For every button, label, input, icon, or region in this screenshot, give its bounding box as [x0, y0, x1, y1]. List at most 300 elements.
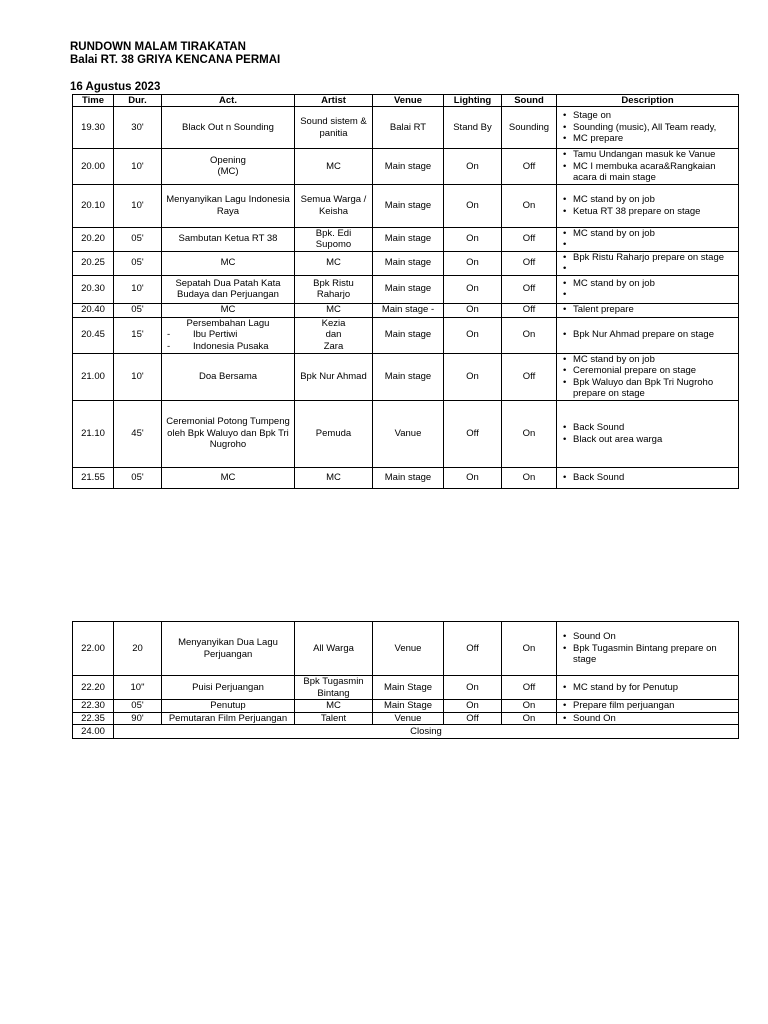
cell-description: [557, 149, 739, 185]
cell-sound-text: On: [522, 199, 536, 211]
cell-venue-text: Main Stage: [383, 700, 433, 711]
cell-artist-text: Semua Warga / Keisha: [300, 194, 367, 217]
cell-time-text: 21.00: [81, 370, 105, 382]
cell-dur: [114, 317, 162, 353]
cell-artist-text: MC: [326, 700, 341, 711]
cell-act-text: Penutup: [210, 700, 246, 711]
cell-act: [162, 676, 295, 700]
cell-time: [73, 317, 114, 353]
cell-time-text: 19.30: [81, 121, 105, 133]
description-list: [561, 228, 735, 251]
cell-venue-text: Main stage: [384, 471, 432, 483]
cell-act: [162, 107, 295, 149]
cell-act-text: Menyanyikan Lagu Indonesia Raya: [166, 194, 290, 217]
cell-sound-text: Off: [522, 233, 536, 245]
cell-dur: [114, 184, 162, 227]
cell-lighting-text: On: [466, 304, 479, 316]
cell-act-text: MC: [220, 471, 236, 483]
cell-lighting: [444, 353, 502, 400]
description-list: [561, 631, 735, 666]
description-item: • Ceremonial prepare on stage: [561, 365, 735, 377]
description-item: • MC prepare: [561, 133, 735, 145]
description-list: [561, 713, 735, 725]
cell-description: [557, 107, 739, 149]
cell-time: [73, 227, 114, 251]
cell-venue: [373, 251, 444, 275]
cell-time-text: 20.20: [81, 233, 105, 245]
description-item: • Ketua RT 38 prepare on stage: [561, 206, 735, 218]
cell-venue-text: Main stage: [384, 283, 432, 295]
cell-artist-text: Bpk Nur Ahmad: [300, 370, 367, 382]
cell-sound: [502, 303, 557, 317]
cell-sound-text: On: [522, 427, 536, 439]
cell-dur-text: 05': [131, 233, 144, 245]
cell-lighting-text: On: [466, 199, 479, 211]
cell-artist: [295, 275, 373, 303]
description-list: [561, 149, 735, 184]
act-song-list: [165, 329, 291, 352]
description-list: [561, 700, 735, 712]
cell-act: [162, 317, 295, 353]
cell-dur-text: 90': [131, 712, 144, 724]
cell-artist: [295, 467, 373, 488]
description-list: [561, 422, 735, 445]
table-row-closing: [73, 725, 739, 739]
cell-description: [557, 353, 739, 400]
cell-description: [557, 700, 739, 713]
column-header-description: Description: [557, 95, 739, 107]
cell-lighting-text: On: [466, 257, 479, 269]
cell-lighting: [444, 676, 502, 700]
cell-sound-text: Off: [522, 304, 536, 316]
cell-venue: [373, 303, 444, 317]
table-row: [73, 676, 739, 700]
cell-lighting-text: Off: [466, 712, 479, 724]
description-item: • Stage on: [561, 110, 735, 122]
cell-act-heading: Persembahan Lagu: [186, 317, 270, 329]
cell-description: [557, 712, 739, 725]
description-list: [561, 110, 735, 145]
cell-venue-text: Main stage: [384, 233, 432, 245]
cell-lighting: [444, 149, 502, 185]
cell-lighting: [444, 712, 502, 725]
cell-act: [162, 400, 295, 467]
description-list: [561, 252, 735, 275]
cell-time: [73, 149, 114, 185]
cell-venue: [373, 622, 444, 676]
column-header-time: Time: [73, 95, 114, 107]
cell-description: [557, 467, 739, 488]
cell-artist-text: Pemuda: [315, 427, 352, 439]
cell-sound-text: Off: [522, 257, 536, 269]
cell-act-text: Sambutan Ketua RT 38: [178, 233, 278, 245]
cell-artist: [295, 700, 373, 713]
cell-artist: [295, 317, 373, 353]
cell-description: [557, 400, 739, 467]
cell-lighting-text: On: [466, 681, 479, 693]
cell-time: [73, 400, 114, 467]
cell-dur: [114, 251, 162, 275]
cell-time: 24.00: [73, 725, 114, 739]
description-list: [561, 194, 735, 217]
cell-artist-text: MC: [326, 160, 341, 172]
cell-act-text: MC: [220, 257, 236, 269]
description-item: • Bpk Waluyo dan Bpk Tri Nugroho prepare on stage: [561, 377, 735, 400]
cell-artist: [295, 251, 373, 275]
cell-act-text: Puisi Perjuangan: [192, 681, 264, 693]
cell-sound: [502, 467, 557, 488]
cell-artist-text: MC: [326, 257, 341, 269]
description-list: [561, 354, 735, 400]
cell-time: [73, 184, 114, 227]
cell-artist: [295, 400, 373, 467]
cell-sound-text: Sounding: [508, 121, 550, 133]
song-item: - Ibu Pertiwi: [165, 329, 291, 341]
cell-lighting: [444, 227, 502, 251]
cell-time: [73, 353, 114, 400]
cell-venue-text: Venue: [394, 642, 422, 654]
cell-lighting-text: On: [466, 160, 479, 172]
cell-lighting-text: Off: [466, 642, 479, 654]
cell-sound: [502, 353, 557, 400]
cell-dur: [114, 467, 162, 488]
cell-venue-text: Main stage -: [381, 304, 435, 316]
cell-act: [162, 622, 295, 676]
table-row: [73, 303, 739, 317]
cell-time: [73, 712, 114, 725]
column-header-sound: Sound: [502, 95, 557, 107]
cell-lighting-text: On: [466, 370, 479, 382]
column-header-artist: Artist: [295, 95, 373, 107]
cell-venue: [373, 712, 444, 725]
cell-description: [557, 317, 739, 353]
rundown-table-1: [72, 94, 739, 489]
cell-venue-text: Main Stage: [383, 681, 433, 693]
cell-act: [162, 700, 295, 713]
cell-time-text: 22.00: [81, 642, 105, 654]
cell-artist-text: Talent: [320, 712, 347, 724]
cell-description: [557, 676, 739, 700]
cell-dur-text: 10": [130, 681, 145, 693]
cell-lighting-text: On: [466, 329, 479, 341]
description-item: • Bpk Tugasmin Bintang prepare on stage: [561, 643, 735, 666]
cell-act: [162, 149, 295, 185]
cell-lighting-text: On: [466, 471, 479, 483]
cell-dur: [114, 107, 162, 149]
cell-artist: [295, 676, 373, 700]
cell-time-text: 20.00: [81, 160, 105, 172]
table-row: [73, 700, 739, 713]
description-item: • Bpk Ristu Raharjo prepare on stage: [561, 252, 735, 264]
cell-time: [73, 700, 114, 713]
cell-sound-text: On: [522, 329, 536, 341]
description-item: • Talent prepare: [561, 304, 735, 316]
cell-act-text: Pemutaran Film Perjuangan: [168, 712, 288, 724]
cell-lighting: [444, 700, 502, 713]
cell-time-text: 22.20: [81, 681, 105, 693]
cell-sound: [502, 400, 557, 467]
cell-lighting-text: Off: [466, 427, 479, 439]
description-list: [561, 682, 735, 694]
cell-dur-text: 15': [131, 329, 144, 341]
cell-time: [73, 303, 114, 317]
table-row: [73, 275, 739, 303]
cell-dur: [114, 227, 162, 251]
document-subtitle: Balai RT. 38 GRIYA KENCANA PERMAI: [70, 54, 281, 66]
description-list: [561, 472, 735, 484]
cell-sound: [502, 184, 557, 227]
cell-venue: [373, 353, 444, 400]
cell-venue: [373, 400, 444, 467]
cell-time-text: 22.35: [81, 712, 105, 724]
cell-dur-text: 10': [131, 370, 144, 382]
cell-description: [557, 303, 739, 317]
cell-dur-text: 05': [131, 700, 144, 711]
table-row: [73, 184, 739, 227]
cell-artist-text: Bpk Tugasmin Bintang: [303, 676, 364, 699]
table-row: [73, 353, 739, 400]
cell-venue: [373, 107, 444, 149]
table-row: [73, 467, 739, 488]
cell-sound-text: Off: [522, 370, 536, 382]
cell-dur-text: 05': [131, 304, 144, 316]
table-row: [73, 227, 739, 251]
description-list: [561, 304, 735, 316]
description-item: • Prepare film perjuangan: [561, 700, 735, 712]
cell-time-text: 20.10: [81, 199, 105, 211]
cell-venue-text: Main stage: [384, 160, 432, 172]
cell-act-text: Menyanyikan Dua Lagu Perjuangan: [178, 637, 278, 660]
cell-act: [162, 184, 295, 227]
cell-artist-text: Kezia dan Zara: [321, 317, 346, 352]
cell-act-text: Black Out n Sounding: [182, 121, 274, 133]
description-item: • MC stand by on job: [561, 194, 735, 206]
document-date: 16 Agustus 2023: [70, 81, 161, 93]
song-item: - Indonesia Pusaka: [165, 341, 291, 353]
cell-time-text: 20.40: [81, 304, 105, 316]
cell-artist-text: Sound sistem & panitia: [300, 116, 367, 139]
cell-dur: [114, 275, 162, 303]
cell-act: [162, 467, 295, 488]
cell-venue: [373, 149, 444, 185]
cell-artist: [295, 107, 373, 149]
cell-venue: [373, 184, 444, 227]
cell-lighting: [444, 303, 502, 317]
cell-act-text: Ceremonial Potong Tumpeng oleh Bpk Waluyo dan Bpk Tri Nugroho: [166, 416, 290, 451]
cell-lighting: [444, 251, 502, 275]
cell-dur-text: 10': [131, 199, 144, 211]
cell-sound-text: Off: [522, 681, 536, 693]
cell-lighting-text: Stand By: [453, 121, 492, 133]
cell-artist-text: All Warga: [313, 642, 354, 654]
cell-time: [73, 622, 114, 676]
cell-dur-text: 10': [131, 283, 144, 295]
cell-venue-text: Vanue: [394, 427, 422, 439]
description-item: • Sound On: [561, 713, 735, 725]
description-item: • Back Sound: [561, 472, 735, 484]
description-item: • MC stand by on job: [561, 354, 735, 366]
cell-act: [162, 275, 295, 303]
description-item: [561, 263, 735, 275]
cell-sound-text: On: [522, 712, 536, 724]
cell-venue: [373, 275, 444, 303]
table-row: [73, 149, 739, 185]
cell-venue-text: Main stage: [384, 199, 432, 211]
description-item: • MC stand by on job: [561, 228, 735, 240]
cell-venue-text: Main stage: [384, 329, 432, 341]
cell-sound-text: On: [522, 700, 536, 711]
cell-description: [557, 184, 739, 227]
cell-dur-text: 10': [131, 160, 144, 172]
cell-venue-text: Main stage: [384, 370, 432, 382]
cell-act-text: Opening (MC): [210, 154, 246, 178]
cell-act-text: Doa Bersama: [198, 370, 258, 382]
cell-time: [73, 676, 114, 700]
cell-act: [162, 303, 295, 317]
description-item: • Bpk Nur Ahmad prepare on stage: [561, 329, 735, 341]
cell-act: [162, 227, 295, 251]
cell-time-text: 20.45: [81, 329, 105, 341]
cell-artist-text: Bpk. Edi Supomo: [315, 227, 352, 250]
cell-act-text: Sepatah Dua Patah Kata Budaya dan Perjuangan: [175, 277, 281, 300]
description-list: [561, 329, 735, 341]
cell-artist-text: Bpk Ristu Raharjo: [313, 277, 354, 300]
rundown-table-2: [72, 621, 739, 739]
column-header-venue: Venue: [373, 95, 444, 107]
cell-act: [162, 712, 295, 725]
cell-sound: [502, 227, 557, 251]
cell-sound: [502, 317, 557, 353]
cell-sound-text: On: [522, 642, 536, 654]
cell-dur: [114, 700, 162, 713]
column-header-act: Act.: [162, 95, 295, 107]
cell-act: [162, 353, 295, 400]
cell-venue: [373, 317, 444, 353]
cell-artist: [295, 184, 373, 227]
cell-time: [73, 107, 114, 149]
cell-venue-text: Venue: [394, 712, 422, 724]
cell-sound: [502, 712, 557, 725]
table-row: [73, 622, 739, 676]
description-item: • Tamu Undangan masuk ke Vanue: [561, 149, 735, 161]
cell-artist: [295, 149, 373, 185]
table-header-row: [73, 95, 739, 107]
cell-act: [162, 251, 295, 275]
table-row: [73, 251, 739, 275]
cell-lighting-text: On: [466, 700, 479, 711]
cell-sound: [502, 700, 557, 713]
description-list: [561, 278, 735, 301]
cell-sound: [502, 275, 557, 303]
cell-lighting: [444, 275, 502, 303]
cell-dur-text: 05': [131, 257, 144, 269]
cell-sound: [502, 676, 557, 700]
table-row: [73, 317, 739, 353]
cell-sound: [502, 622, 557, 676]
cell-artist: [295, 227, 373, 251]
cell-lighting-text: On: [466, 283, 479, 295]
cell-dur-text: 20: [132, 642, 143, 654]
cell-time-text: 20.30: [81, 283, 105, 295]
description-item: • MC I membuka acara&Rangkaian acara di main stage: [561, 161, 735, 184]
cell-venue-text: Balai RT: [389, 121, 427, 133]
cell-sound: [502, 149, 557, 185]
description-item: • Sounding (music), All Team ready,: [561, 122, 735, 134]
cell-dur: [114, 676, 162, 700]
description-item: [561, 289, 735, 301]
cell-lighting: [444, 317, 502, 353]
cell-time: [73, 251, 114, 275]
cell-venue: [373, 467, 444, 488]
cell-lighting: [444, 622, 502, 676]
cell-dur-text: 30': [131, 121, 144, 133]
table-row: [73, 712, 739, 725]
cell-time-text: 21.55: [81, 471, 105, 483]
description-item: • MC stand by for Penutup: [561, 682, 735, 694]
cell-dur: [114, 712, 162, 725]
cell-act-text: MC: [220, 304, 236, 316]
closing-label: Closing: [114, 725, 739, 739]
cell-artist: [295, 303, 373, 317]
cell-time: [73, 275, 114, 303]
cell-artist: [295, 622, 373, 676]
cell-description: [557, 275, 739, 303]
description-item: • Black out area warga: [561, 434, 735, 446]
cell-dur: [114, 400, 162, 467]
cell-venue: [373, 676, 444, 700]
description-item: • Back Sound: [561, 422, 735, 434]
cell-lighting: [444, 107, 502, 149]
cell-dur-text: 05': [131, 471, 144, 483]
cell-lighting: [444, 400, 502, 467]
column-header-dur: Dur.: [114, 95, 162, 107]
cell-time-text: 20.25: [81, 257, 105, 269]
cell-venue: [373, 227, 444, 251]
cell-lighting: [444, 184, 502, 227]
description-item: • MC stand by on job: [561, 278, 735, 290]
cell-dur: [114, 303, 162, 317]
column-header-lighting: Lighting: [444, 95, 502, 107]
cell-description: [557, 227, 739, 251]
description-item: • Sound On: [561, 631, 735, 643]
cell-artist: [295, 712, 373, 725]
cell-venue: [373, 700, 444, 713]
cell-dur: [114, 149, 162, 185]
table-row: [73, 107, 739, 149]
cell-time: [73, 467, 114, 488]
table-row: [73, 400, 739, 467]
cell-dur-text: 45': [131, 427, 144, 439]
document-title: RUNDOWN MALAM TIRAKATAN: [70, 41, 246, 53]
cell-sound-text: Off: [522, 160, 536, 172]
description-item: [561, 239, 735, 251]
cell-lighting: [444, 467, 502, 488]
cell-sound: [502, 107, 557, 149]
cell-time-text: 21.10: [81, 427, 105, 439]
cell-description: [557, 622, 739, 676]
cell-dur: [114, 622, 162, 676]
cell-artist-text: MC: [326, 471, 341, 483]
cell-sound-text: Off: [522, 283, 536, 295]
cell-venue-text: Main stage: [384, 257, 432, 269]
cell-artist: [295, 353, 373, 400]
cell-dur: [114, 353, 162, 400]
cell-artist-text: MC: [326, 304, 341, 316]
cell-time-text: 22.30: [81, 700, 105, 711]
cell-sound-text: On: [522, 471, 536, 483]
cell-description: [557, 251, 739, 275]
cell-sound: [502, 251, 557, 275]
